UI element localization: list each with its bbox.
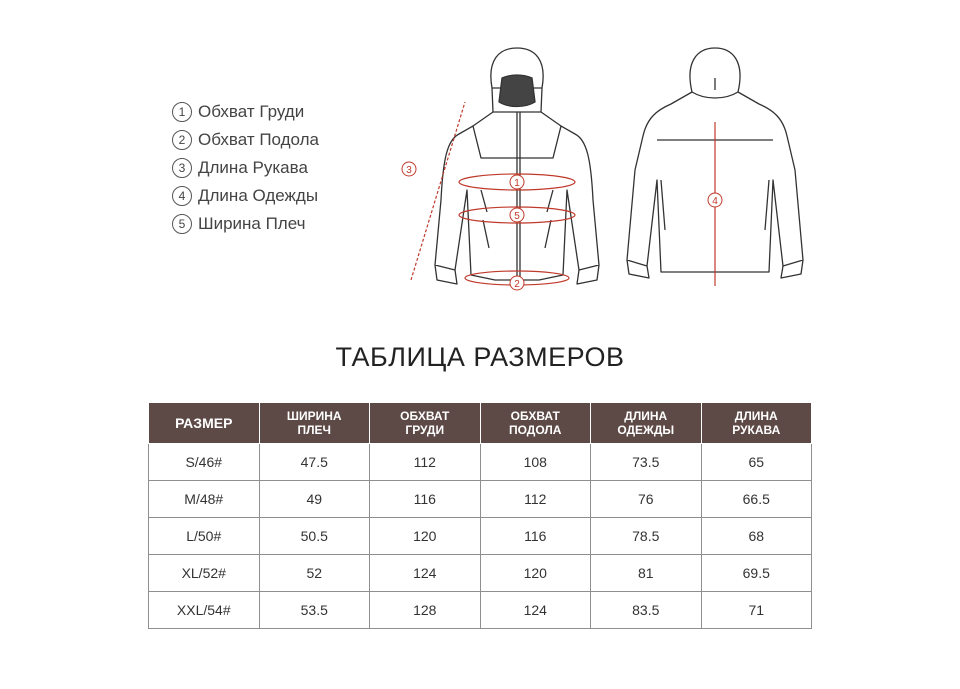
table-cell: 81 — [591, 555, 702, 592]
legend-item-chest — [172, 98, 319, 126]
legend-label: Обхват Груди — [198, 102, 305, 121]
table-header-row — [149, 403, 812, 444]
jacket-front-drawing — [435, 48, 599, 284]
table-cell: 116 — [480, 518, 591, 555]
table-cell: 50.5 — [259, 518, 370, 555]
header-text: ПЛЕЧ — [297, 423, 331, 437]
table-cell: 68 — [701, 518, 812, 555]
table-cell: S/46# — [149, 444, 260, 481]
table-cell: 73.5 — [591, 444, 702, 481]
table-cell: 124 — [370, 555, 481, 592]
legend-item-shoulder — [172, 210, 319, 238]
table-cell: 78.5 — [591, 518, 702, 555]
column-header-chest — [370, 403, 481, 444]
legend-number: 5 — [172, 214, 192, 234]
table-cell: 112 — [370, 444, 481, 481]
legend-item-hem — [172, 126, 319, 154]
legend-item-length — [172, 182, 319, 210]
table-cell: 116 — [370, 481, 481, 518]
marker-length: 4 — [712, 196, 718, 207]
table-row — [149, 444, 812, 481]
header-text: ДЛИНА — [734, 409, 778, 423]
marker-hem: 2 — [514, 279, 520, 290]
table-cell: 65 — [701, 444, 812, 481]
column-header-sleeve — [701, 403, 812, 444]
header-text: ОБХВАТ — [400, 409, 450, 423]
table-cell: 69.5 — [701, 555, 812, 592]
header-text: ШИРИНА — [286, 409, 342, 423]
table-row — [149, 592, 812, 629]
legend-label: Обхват Подола — [198, 130, 320, 149]
table-cell: 47.5 — [259, 444, 370, 481]
table-cell: M/48# — [149, 481, 260, 518]
table-cell: 76 — [591, 481, 702, 518]
table-cell: 112 — [480, 481, 591, 518]
table-cell: 49 — [259, 481, 370, 518]
table-cell: 120 — [370, 518, 481, 555]
header-text: РУКАВА — [732, 423, 781, 437]
column-header-size — [149, 403, 260, 444]
legend-number: 2 — [172, 130, 192, 150]
measurement-legend — [172, 98, 319, 238]
header-text: ДЛИНА — [624, 409, 668, 423]
table-cell: 52 — [259, 555, 370, 592]
header-text: ГРУДИ — [405, 423, 445, 437]
legend-number: 3 — [172, 158, 192, 178]
table-cell: 124 — [480, 592, 591, 629]
legend-label: Ширина Плеч — [198, 214, 306, 233]
table-cell: XL/52# — [149, 555, 260, 592]
table-cell: 128 — [370, 592, 481, 629]
marker-shoulder: 5 — [514, 211, 520, 222]
table-cell: XXL/54# — [149, 592, 260, 629]
header-text: ОДЕЖДЫ — [617, 423, 675, 437]
table-cell: 66.5 — [701, 481, 812, 518]
legend-item-sleeve — [172, 154, 319, 182]
table-row — [149, 481, 812, 518]
legend-number: 1 — [172, 102, 192, 122]
header-text: ПОДОЛА — [509, 423, 562, 437]
header-text: РАЗМЕР — [175, 415, 233, 431]
column-header-shoulder-width — [259, 403, 370, 444]
table-row — [149, 518, 812, 555]
table-cell: 120 — [480, 555, 591, 592]
table-cell: 108 — [480, 444, 591, 481]
table-cell: 71 — [701, 592, 812, 629]
legend-label: Длина Одежды — [198, 186, 319, 205]
table-cell: L/50# — [149, 518, 260, 555]
page-title: ТАБЛИЦА РАЗМЕРОВ — [335, 342, 625, 372]
table-row — [149, 555, 812, 592]
marker-sleeve: 3 — [406, 165, 412, 176]
size-table — [148, 402, 812, 629]
jacket-diagram — [395, 40, 815, 300]
legend-label: Длина Рукава — [198, 158, 308, 177]
legend-number: 4 — [172, 186, 192, 206]
column-header-hem — [480, 403, 591, 444]
table-cell: 53.5 — [259, 592, 370, 629]
marker-chest: 1 — [514, 178, 520, 189]
column-header-length — [591, 403, 702, 444]
table-cell: 83.5 — [591, 592, 702, 629]
header-text: ОБХВАТ — [510, 409, 560, 423]
